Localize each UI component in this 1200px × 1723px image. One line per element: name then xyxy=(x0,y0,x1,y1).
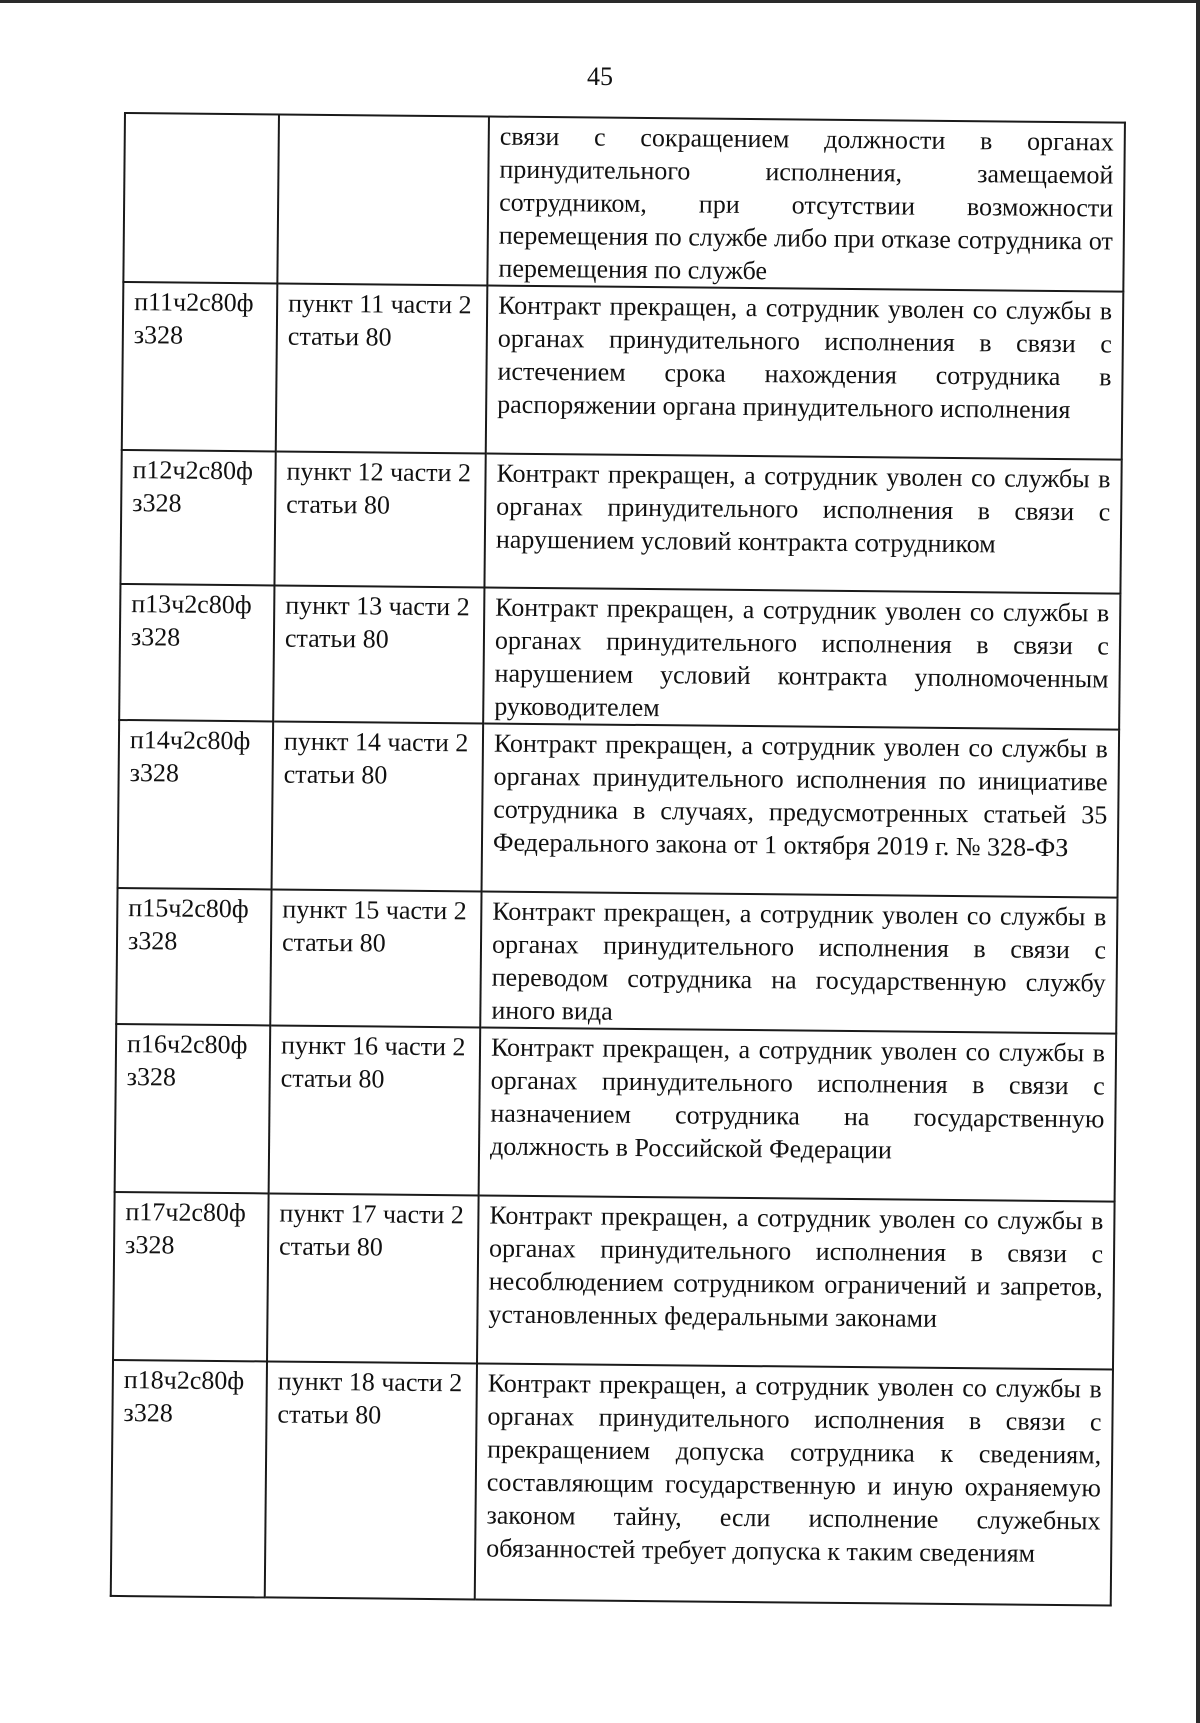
table-row xyxy=(119,584,1120,730)
row-reference-cell: пункт 17 части 2 статьи 80 xyxy=(267,1193,479,1363)
scan-edge-right xyxy=(1196,0,1200,1723)
row-description-cell: Контракт прекращен, а сотрудник уволен со службы в органах принудительного исполнения в связи с переводом сотрудника на государственную службу иного вида xyxy=(480,891,1117,1033)
row-description-cell: Контракт прекращен, а сотрудник уволен со службы в органах принудительного исполнения в связи с назначением сотрудника на государственную должность в Российской Федерации xyxy=(479,1027,1117,1201)
row-code-cell: п15ч2с80ф з328 xyxy=(116,888,271,1025)
row-description-cell: Контракт прекращен, а сотрудник уволен со службы в органах принудительного исполнения в связи с прекращением допуска сотрудника к сведениям, составляющим государственную и иную охраняемую законом тайну, если исполнение служебных обязанностей требует допуска к таким сведениям xyxy=(475,1363,1113,1605)
row-description-cell: Контракт прекращен, а сотрудник уволен со службы в органах принудительного исполнения в связи с истечением срока нахождения сотрудника в распоряжении органа принудительного исполнения xyxy=(486,285,1124,459)
document-table-wrapper xyxy=(110,112,1124,1607)
row-reference-cell: пункт 16 части 2 статьи 80 xyxy=(269,1025,481,1195)
table-row xyxy=(116,888,1117,1034)
row-description-cell: связи с сокращением должности в органах принудительного исполнения, замещаемой сотрудником, при отсутствии возможности перемещения по службе либо при отказе сотрудника от перемещения по службе xyxy=(487,117,1125,292)
table-row xyxy=(122,282,1124,460)
row-description-cell: Контракт прекращен, а сотрудник уволен со службы в органах принудительного исполнения в связи с нарушением условий контракта сотрудником xyxy=(484,453,1121,593)
table-row xyxy=(120,450,1121,594)
row-code-cell: п18ч2с80ф з328 xyxy=(111,1360,267,1597)
row-code-cell: п16ч2с80ф з328 xyxy=(115,1024,271,1193)
row-code-cell: п11ч2с80ф з328 xyxy=(122,282,278,451)
row-reference-cell: пункт 15 части 2 статьи 80 xyxy=(270,889,481,1027)
scan-edge-top xyxy=(0,0,1200,3)
row-description-cell: Контракт прекращен, а сотрудник уволен со службы в органах принудительного исполнения по инициативе сотрудника в случаях, предусмотренных статьей 35 Федерального закона от 1 октября 2019 г. № 328-ФЗ xyxy=(482,723,1120,897)
row-description-cell: Контракт прекращен, а сотрудник уволен со службы в органах принудительного исполнения в связи с несоблюдением сотрудником ограничений и запретов, установленных федеральными законами xyxy=(477,1195,1115,1369)
row-reference-cell: пункт 11 части 2 статьи 80 xyxy=(276,283,488,453)
row-code-cell: п17ч2с80ф з328 xyxy=(113,1192,269,1361)
row-code-cell xyxy=(123,113,279,283)
row-reference-cell: пункт 12 части 2 статьи 80 xyxy=(274,451,485,587)
row-reference-cell: пункт 14 части 2 статьи 80 xyxy=(272,721,484,891)
table-row xyxy=(115,1024,1117,1202)
row-description-cell: Контракт прекращен, а сотрудник уволен со службы в органах принудительного исполнения в связи с нарушением условий контракта уполномоченным руководителем xyxy=(483,587,1120,729)
table-row xyxy=(123,113,1125,292)
table-row xyxy=(113,1192,1115,1370)
row-reference-cell: пункт 18 части 2 статьи 80 xyxy=(265,1361,477,1599)
row-code-cell: п12ч2с80ф з328 xyxy=(120,450,275,585)
row-reference-cell xyxy=(277,114,489,285)
table-row xyxy=(118,720,1120,898)
table-row xyxy=(111,1360,1113,1606)
page-number: 45 xyxy=(587,62,613,91)
document-table xyxy=(110,112,1126,1607)
row-code-cell: п14ч2с80ф з328 xyxy=(118,720,274,889)
row-code-cell: п13ч2с80ф з328 xyxy=(119,584,274,721)
row-reference-cell: пункт 13 части 2 статьи 80 xyxy=(273,585,484,723)
